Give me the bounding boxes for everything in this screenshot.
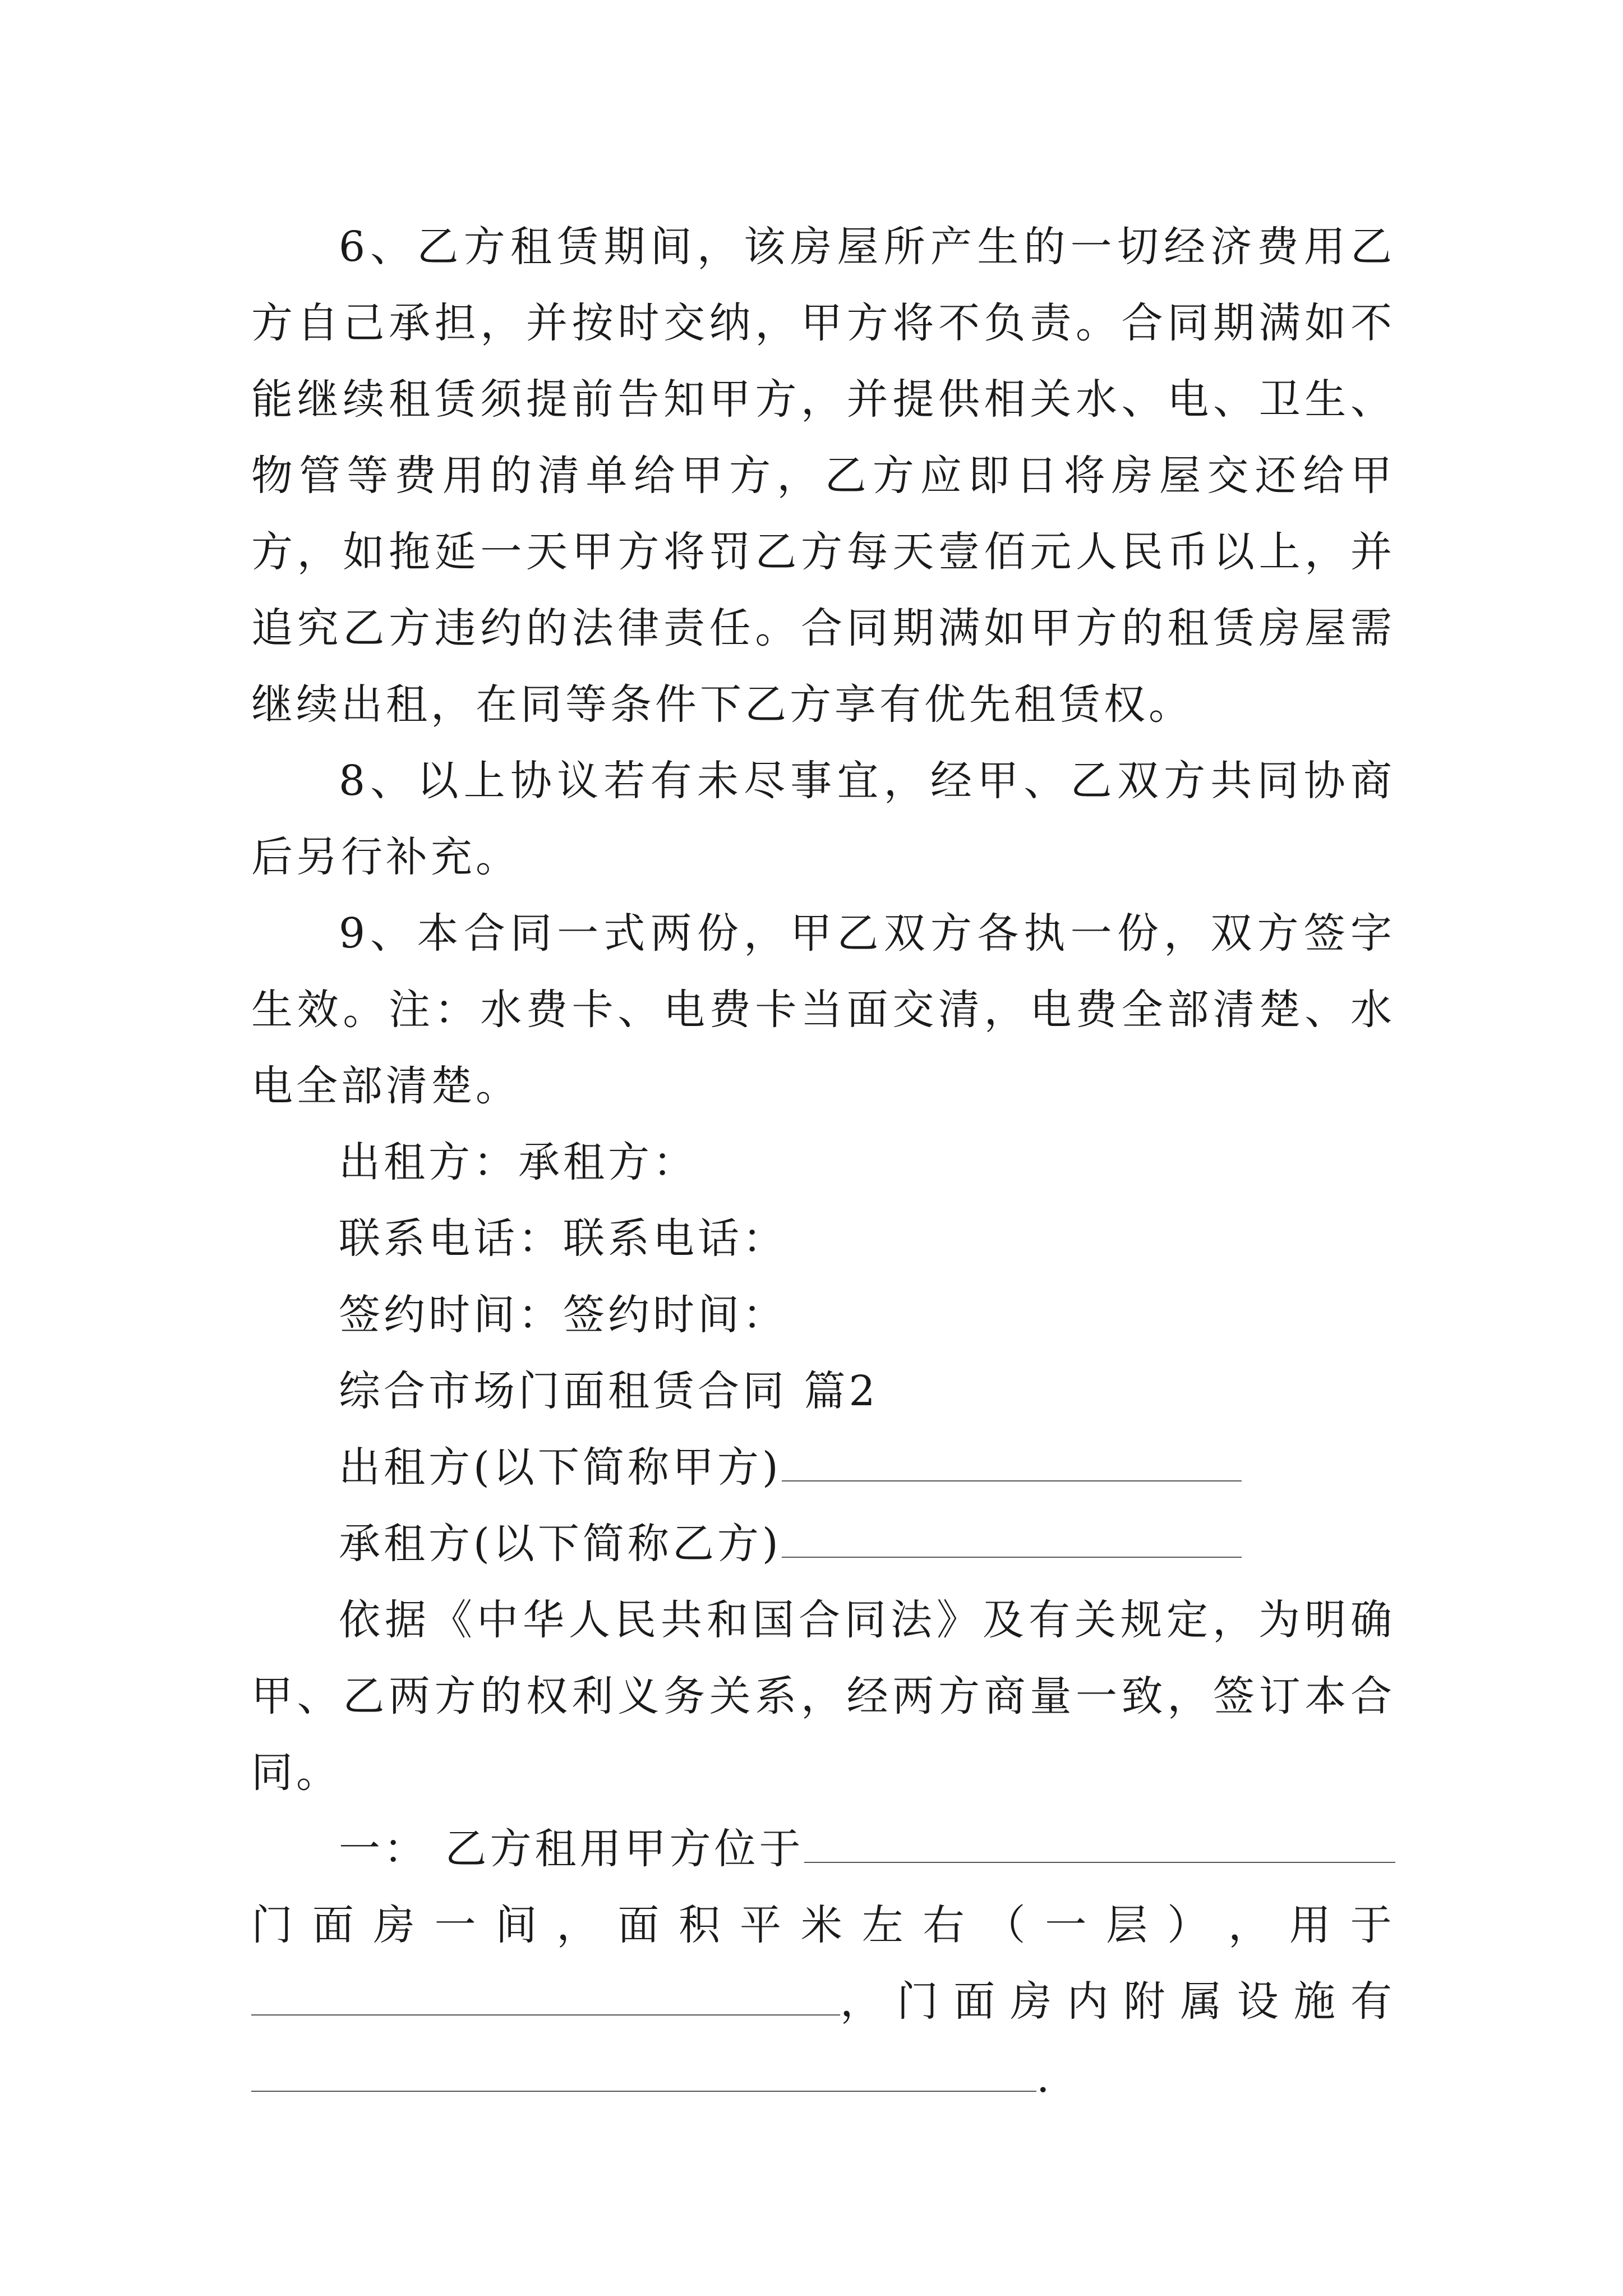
spread-char: 附 (1123, 1977, 1169, 2026)
spread-char: ， (840, 1977, 885, 2026)
spread-char: 设 (1237, 1977, 1282, 2026)
lessee-line (251, 1506, 1395, 1582)
spread-char: ， (556, 1901, 602, 1949)
spread-char: 于 (1350, 1901, 1395, 1949)
spread-char: 右 (923, 1901, 968, 1949)
clause-1-line-3 (251, 1963, 1395, 2040)
clause-9: 9、本合同一式两份，甲乙双方各执一份，双方签字生效。注：水费卡、电费卡当面交清，电费全部清楚、水电全部清楚。 (251, 909, 1395, 1110)
contract-basis: 依据《中华人民共和国合同法》及有关规定，为明确甲、乙两方的权利义务关系，经两方商量一致，签订本合同。 (251, 1596, 1395, 1797)
contract-2-title: 综合市场门面租赁合同 篇2 (339, 1367, 879, 1415)
spread-char: 施 (1293, 1977, 1339, 2026)
facilities-label (840, 1963, 1395, 2040)
clause-1-lead-line (251, 1811, 1395, 1887)
spread-char: 面 (617, 1901, 663, 1949)
spread-char: ） (1167, 1901, 1212, 1949)
spread-char: 米 (800, 1901, 846, 1949)
signature-parties: 出租方：承租方： (339, 1138, 698, 1186)
lessor-line (251, 1429, 1395, 1506)
spread-char: 层 (1106, 1901, 1151, 1949)
lessee-label: 承租方(以下简称乙方) (339, 1520, 782, 1568)
document-body (251, 209, 1395, 2116)
spread-char: （ (984, 1901, 1029, 1949)
facilities-blank (251, 2049, 1036, 2092)
location-blank (804, 1820, 1395, 1863)
lessor-label: 出租方(以下简称甲方) (339, 1443, 782, 1492)
spread-char: 内 (1067, 1977, 1112, 2026)
clause-1-lead: 一： 乙方租用甲方位于 (339, 1825, 804, 1873)
spread-char: 有 (1350, 1977, 1395, 2026)
spread-char: ， (1228, 1901, 1273, 1949)
spread-char: 一 (434, 1901, 479, 1949)
spread-char: 面 (312, 1901, 357, 1949)
clause-8: 8、以上协议若有未尽事宜，经甲、乙双方共同协商后另行补充。 (251, 757, 1395, 881)
signature-dates: 签约时间：签约时间： (339, 1291, 787, 1339)
clause-1-line-4 (251, 2040, 1395, 2116)
spread-char: 房 (1010, 1977, 1055, 2026)
signature-phones: 联系电话：联系电话： (339, 1214, 787, 1263)
spread-char: 积 (679, 1901, 724, 1949)
spread-char: 门 (251, 1901, 296, 1949)
spread-char: 门 (897, 1977, 942, 2026)
spread-char: 房 (373, 1901, 418, 1949)
clause-1-line-2 (251, 1887, 1395, 1963)
spread-char: 面 (953, 1977, 999, 2026)
usage-blank (251, 1973, 840, 2016)
spread-char: 一 (1045, 1901, 1090, 1949)
clause-6: 6、乙方租赁期间，该房屋所产生的一切经济费用乙方自己承担，并按时交纳，甲方将不负责。合同期满如不能继续租赁须提前告知甲方，并提供相关水、电、卫生、物管等费用的清单给甲方，乙方应即日将房屋交还给甲方，如拖延一天甲方将罚乙方每天壹佰元人民币以上，并追究乙方违约的法律责任。合同期满如甲方的租赁房屋需继续出租，在同等条件下乙方享有优先租赁权。 (251, 223, 1395, 729)
clause-1-end: . (1036, 2054, 1053, 2102)
spread-char: 属 (1180, 1977, 1225, 2026)
spread-char: 间 (495, 1901, 541, 1949)
spread-char: 平 (740, 1901, 785, 1949)
lessor-blank (782, 1439, 1242, 1481)
lessee-blank (782, 1515, 1242, 1558)
spread-char: 左 (861, 1901, 907, 1949)
spread-char: 用 (1289, 1901, 1334, 1949)
